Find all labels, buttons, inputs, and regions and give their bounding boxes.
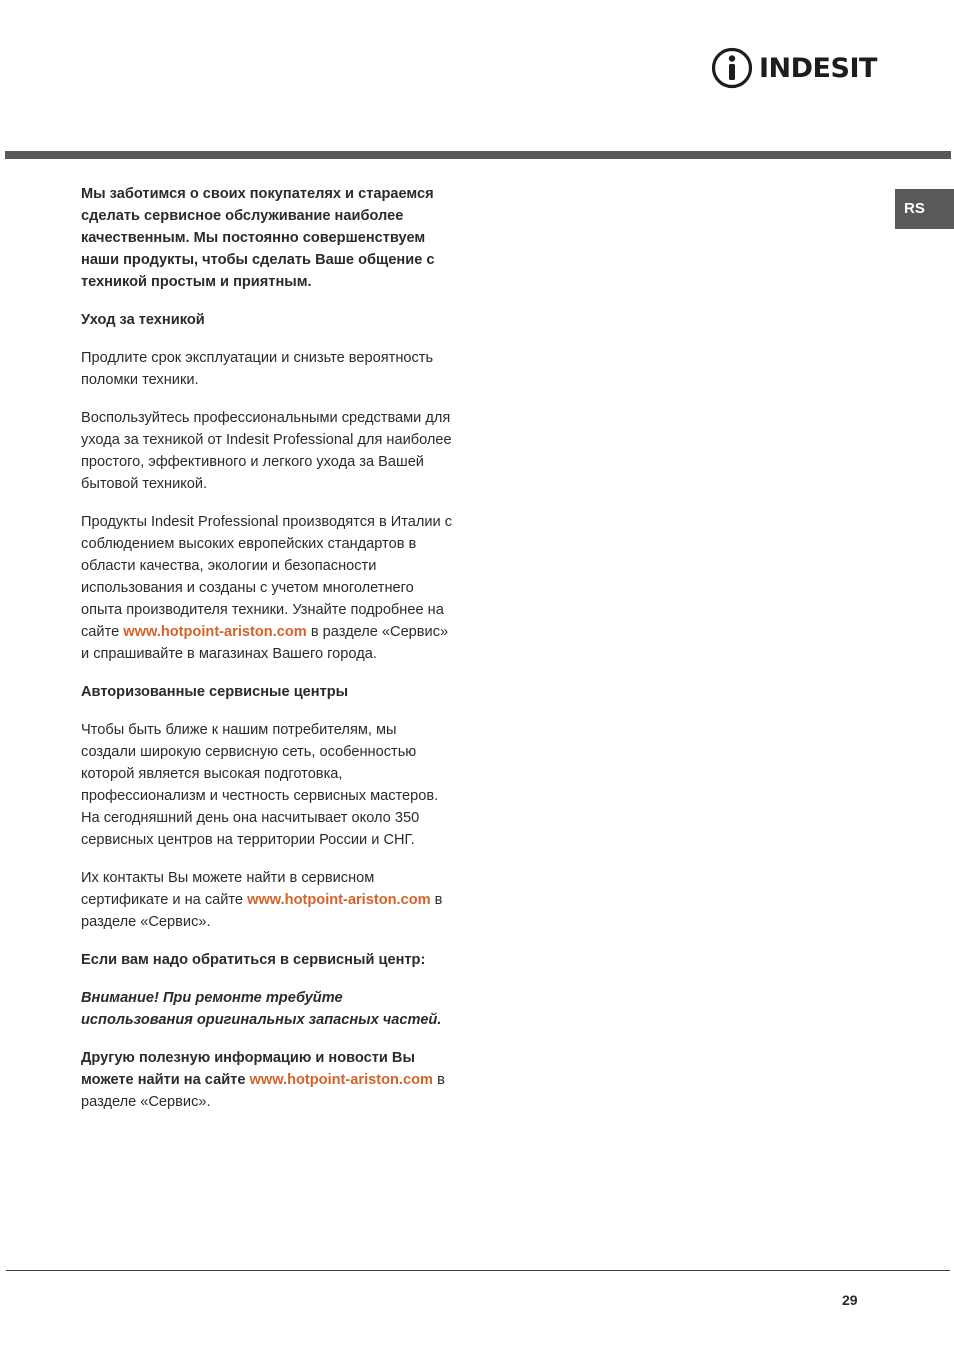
more-info-tail: в разделе «Сервис».: [81, 1072, 445, 1110]
indesit-i-icon: [711, 47, 753, 89]
service-paragraph-2-text: Их контакты Вы можете найти в сервисном сертификате и на сайте: [81, 870, 375, 908]
header-bar: [5, 151, 951, 159]
service-paragraph-1: Чтобы быть ближе к нашим потребителям, мы создали широкую сервисную сеть, особенностью которой является высокая подготовка, профессионализм и честность сервисных мастеров. На сегодняшний день она насчитывает около 350 сервисных центров на территории России и СНГ.: [81, 722, 439, 848]
care-heading: Уход за техникой: [81, 312, 205, 328]
care-paragraph-2: Воспользуйтесь профессиональными средствами для ухода за техникой от Indesit Professional для наиболее простого, эффективного и легкого ухода за Вашей бытовой техникой.: [81, 410, 452, 492]
footer-divider: [6, 1270, 950, 1271]
website-link[interactable]: www.hotpoint-ariston.com: [123, 624, 307, 640]
page-number: 29: [842, 1292, 858, 1308]
service-paragraph-2-tail: в разделе «Сервис».: [81, 892, 443, 930]
main-content: [81, 183, 453, 1129]
language-tab: RS: [895, 189, 954, 229]
brand-wordmark: INDESIT: [759, 52, 877, 84]
more-info-text: Другую полезную информацию и новости Вы можете найти на сайте: [81, 1050, 415, 1088]
care-paragraph-3-tail: в разделе «Сервис» и спрашивайте в магазинах Вашего города.: [81, 624, 449, 662]
care-paragraph-3: [81, 511, 453, 665]
more-info-paragraph: [81, 1047, 453, 1113]
service-heading: Авторизованные сервисные центры: [81, 684, 349, 700]
care-paragraph-3-text: Продукты Indesit Professional производятся в Италии с соблюдением высоких европейских стандартов в области качества, экологии и безопасности использования и созданы с учетом многолетнего опыта производителя техники. Узнайте подробнее на сайте: [81, 514, 453, 640]
care-paragraph-1: Продлите срок эксплуатации и снизьте вероятность поломки техники.: [81, 350, 434, 388]
website-link[interactable]: www.hotpoint-ariston.com: [249, 1072, 433, 1088]
website-link[interactable]: www.hotpoint-ariston.com: [247, 892, 431, 908]
service-paragraph-2: [81, 867, 453, 933]
brand-logo: [711, 47, 877, 89]
warning-note: Внимание! При ремонте требуйте использования оригинальных запасных частей.: [81, 990, 442, 1028]
intro-paragraph: Мы заботимся о своих покупателях и стараемся сделать сервисное обслуживание наиболее качественным. Мы постоянно совершенствуем наши продукты, чтобы сделать Ваше общение с техникой простым и приятным.: [81, 186, 435, 290]
contact-heading: Если вам надо обратиться в сервисный центр:: [81, 952, 426, 968]
